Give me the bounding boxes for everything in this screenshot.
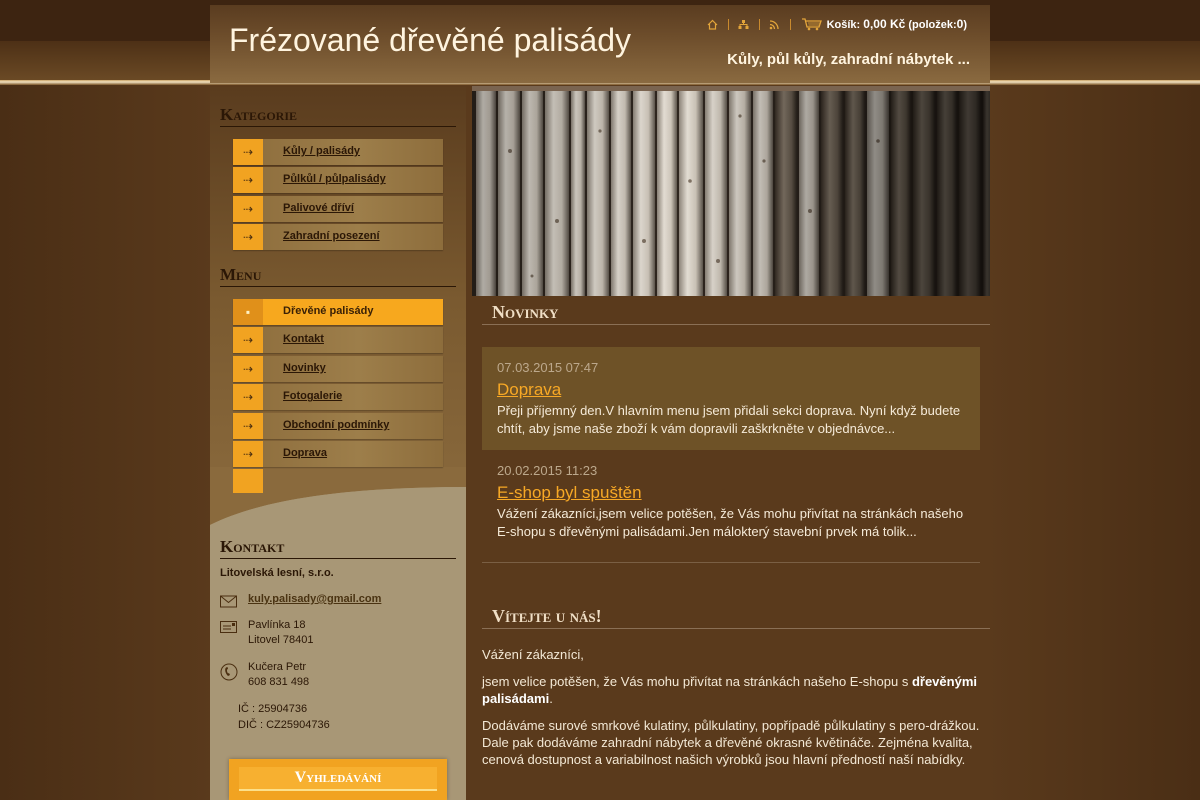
- home-icon[interactable]: [702, 16, 724, 32]
- header-banner-image: [472, 91, 990, 296]
- menu-heading: Menu: [220, 265, 456, 287]
- sidebar: [210, 87, 466, 800]
- envelope-icon: [220, 594, 238, 608]
- email-link[interactable]: kuly.palisady@gmail.com: [248, 593, 382, 605]
- welcome-paragraph: [482, 673, 980, 707]
- bullet-icon: ▪: [233, 299, 263, 325]
- site-title[interactable]: Frézované dřevěné palisády: [229, 22, 632, 58]
- news-date: 20.02.2015 11:23: [497, 463, 598, 478]
- menu-item-doprava[interactable]: [233, 441, 443, 467]
- phone-icon: [220, 663, 238, 677]
- cart-amount: 0,00 Kč: [863, 17, 906, 31]
- cart-label: Košík:: [826, 19, 861, 31]
- main-menu: [233, 299, 443, 469]
- rss-icon[interactable]: [764, 16, 786, 32]
- category-item-palivove-drivi[interactable]: [233, 196, 443, 222]
- welcome-heading: Vítejte u nás!: [482, 606, 990, 629]
- separator: [728, 19, 729, 30]
- news-title-link[interactable]: Doprava: [497, 380, 562, 399]
- menu-item-kontakt[interactable]: [233, 327, 443, 353]
- welcome-end: .: [549, 691, 553, 706]
- categories-list: [233, 139, 443, 253]
- cart-items-prefix: (položek:: [908, 19, 957, 31]
- search-heading: Vyhledávání: [294, 769, 382, 786]
- menu-item-novinky[interactable]: [233, 356, 443, 382]
- menu-label[interactable]: Obchodní podmínky: [283, 418, 390, 431]
- arrow-right-icon: ⇢: [233, 327, 263, 353]
- menu-item-obchodni-podminky[interactable]: [233, 413, 443, 439]
- menu-label[interactable]: Novinky: [283, 361, 326, 374]
- cart-items-count: 0: [956, 17, 964, 31]
- news-title-link[interactable]: E-shop byl spuštěn: [497, 483, 642, 502]
- arrow-right-icon: ⇢: [233, 224, 263, 250]
- site-slogan: Kůly, půl kůly, zahradní nábytek ...: [727, 51, 970, 68]
- separator: [790, 19, 791, 30]
- news-body: Vážení zákazníci,jsem velice potěšen, že Vás mohu přivítat na stránkách našeho E-shopu s dřevěnými palisádami.Jen málokterý stavební prvek má tolik...: [497, 506, 964, 539]
- news-item: [482, 450, 980, 553]
- category-item-kuly[interactable]: [233, 139, 443, 165]
- search-box: [229, 759, 447, 800]
- company-ic: IČ : 25904736: [238, 703, 308, 715]
- news-body: Přeji příjemný den.V hlavním menu jsem přidali sekci doprava. Nyní když budete chtít, aby jsme naše zboží k vám dopravili zaškrkněte v objednávce...: [497, 403, 961, 436]
- welcome-bold: dřevěnými palisádami: [482, 674, 977, 706]
- arrow-right-icon: ⇢: [233, 139, 263, 165]
- news-date: 07.03.2015 07:47: [497, 360, 599, 375]
- menu-tab-decoration: [233, 469, 263, 493]
- welcome-description: Dodáváme surové smrkové kulatiny, půlkulatiny, popřípadě půlkulatiny s pero-drážkou. Dale pak dodáváme zahradní nábytek a dřevěné okrasné květináče. Zejména kvalita, cenová dostupnost a variabilnost našich výrobků jsou hlavní předností naší nabídky.: [482, 718, 980, 767]
- arrow-right-icon: ⇢: [233, 196, 263, 222]
- cart-summary[interactable]: [827, 17, 967, 31]
- site-header: [210, 5, 990, 83]
- menu-label[interactable]: Dřevěné palisády: [283, 305, 374, 317]
- phone-block: [248, 660, 309, 690]
- company-dic: DIČ : CZ25904736: [238, 719, 330, 731]
- contact-phone: 608 831 498: [248, 676, 310, 688]
- menu-item-drevene-palisady[interactable]: [233, 299, 443, 325]
- category-label[interactable]: Palivové dříví: [283, 201, 354, 214]
- search-header: [239, 767, 437, 791]
- address-line2: Litovel 78401: [248, 634, 314, 646]
- sitemap-icon[interactable]: [733, 16, 755, 32]
- separator: [759, 19, 760, 30]
- company-ids: [238, 701, 330, 733]
- arrow-right-icon: ⇢: [233, 441, 263, 467]
- menu-label[interactable]: Doprava: [283, 446, 328, 459]
- arrow-right-icon: ⇢: [233, 384, 263, 410]
- menu-item-fotogalerie[interactable]: [233, 384, 443, 410]
- welcome-greeting: Vážení zákazníci,: [482, 647, 584, 662]
- top-links: [702, 16, 967, 32]
- arrow-right-icon: ⇢: [233, 167, 263, 193]
- category-item-pulkul[interactable]: [233, 167, 443, 193]
- categories-heading: Kategorie: [220, 105, 456, 127]
- contact-company: Litovelská lesní, s.r.o.: [220, 567, 334, 579]
- category-label[interactable]: Kůly / palisády: [283, 145, 361, 157]
- address-line1: Pavlínka 18: [248, 619, 306, 631]
- news-divider: [482, 562, 980, 563]
- contact-heading: Kontakt: [220, 537, 456, 559]
- menu-label[interactable]: Fotogalerie: [283, 390, 343, 403]
- cart-icon[interactable]: [801, 16, 823, 32]
- category-label[interactable]: Půlkůl / půlpalisády: [283, 173, 386, 186]
- address-block: [248, 618, 313, 648]
- news-heading: Novinky: [482, 302, 990, 325]
- menu-label[interactable]: Kontakt: [283, 333, 324, 346]
- category-label[interactable]: Zahradní posezení: [283, 230, 380, 243]
- wooden-palisades-photo: [472, 91, 990, 296]
- welcome-text: jsem velice potěšen, že Vás mohu přivítat na stránkách našeho E-shopu s: [482, 674, 912, 689]
- address-card-icon: [220, 620, 238, 634]
- category-item-zahradni-posezeni[interactable]: [233, 224, 443, 250]
- arrow-right-icon: ⇢: [233, 413, 263, 439]
- arrow-right-icon: ⇢: [233, 356, 263, 382]
- news-item: [482, 347, 980, 450]
- cart-items-suffix: ): [963, 19, 967, 31]
- contact-person: Kučera Petr: [248, 661, 307, 673]
